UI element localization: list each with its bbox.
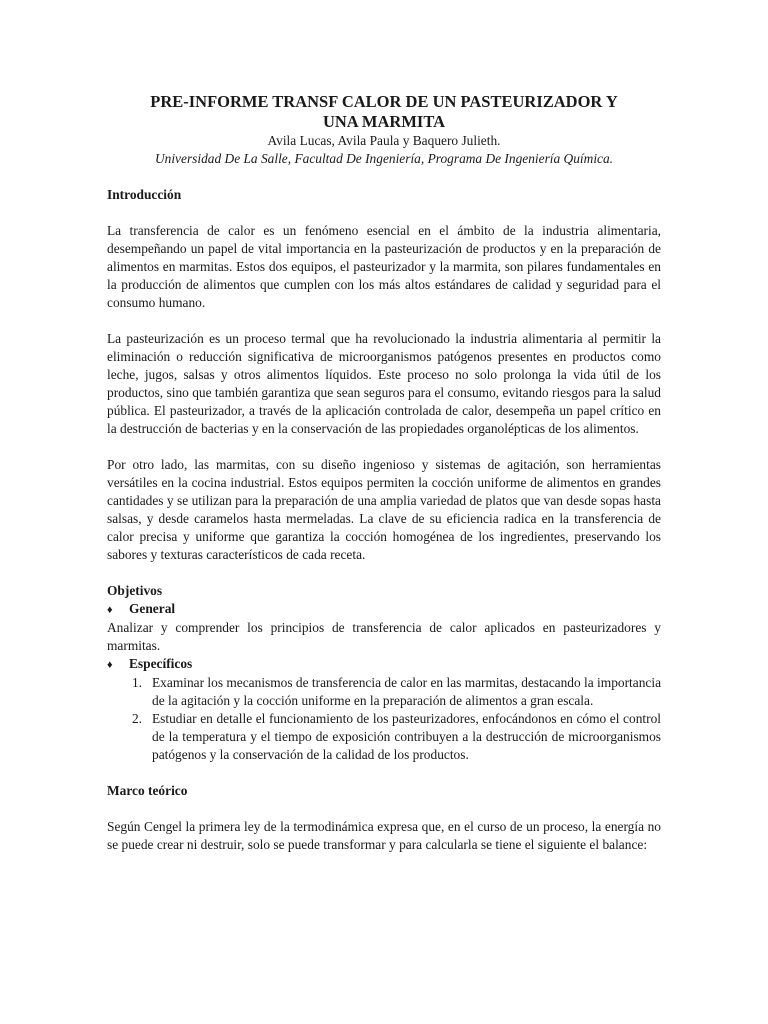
theory-paragraph: Según Cengel la primera ley de la termodinámica expresa que, en el curso de un proceso, la energía no se puede crear ni destruir, solo se puede transformar y para calcularla se tiene el siguiente el balance: [107,819,661,852]
list-item [107,674,661,710]
list-item-text: Examinar los mecanismos de transferencia de calor en las marmitas, destacando la importancia de la agitación y la cocción uniforme en la preparación de alimentos a gran escala. [152,675,662,708]
intro-paragraph-1: La transferencia de calor es un fenómeno esencial en el ámbito de la industria alimentaria, desempeñando un papel de vital importancia en la pasteurización de productos y en la preparación de alimentos en marmitas. Estos dos equipos, el pasteurizador y la marmita, son pilares fundamentales en la producción de alimentos que cumplen con los más altos estándares de calidad y seguridad para el consumo humano. [107,223,661,310]
affiliation: Universidad De La Salle, Facultad De Ingeniería, Programa De Ingeniería Química. [154,151,614,166]
objective-general-bullet [107,600,661,619]
diamond-bullet-icon: ♦ [107,659,113,671]
list-item-number: 2. [131,711,142,726]
document-title: PRE-INFORME TRANSF CALOR DE UN PASTEURIZADOR Y UNA MARMITA [150,92,618,131]
section-heading-marco-teorico: Marco teórico [107,783,188,798]
list-item-text: Estudiar en detalle el funcionamiento de los pasteurizadores, enfocándonos en cómo el control de la temperatura y el tiempo de exposición contribuyen a la destrucción de microorganismos patógenos y la conservación de la calidad de los productos. [152,711,661,762]
author-list: Avila Lucas, Avila Paula y Baquero Julieth. [267,133,501,148]
objective-specific-bullet [107,655,661,674]
diamond-bullet-icon: ♦ [107,604,113,616]
intro-paragraph-2: La pasteurización es un proceso termal que ha revolucionado la industria alimentaria al permitir la eliminación o reducción significativa de microorganismos patógenos presentes en productos como leche, jugos, salsas y otros alimentos líquidos. Este proceso no solo prolonga la vida útil de los productos, sino que también garantiza que sean seguros para el consumo, evitando riesgos para la salud pública. El pasteurizador, a través de la aplicación controlada de calor, desempeña un papel crítico en la destrucción de bacterias y en la conservación de las propiedades organolépticas de los alimentos. [107,331,661,436]
objective-specific-label: Específicos [129,656,193,671]
objective-general-label: General [129,601,176,616]
intro-paragraph-3: Por otro lado, las marmitas, con su diseño ingenioso y sistemas de agitación, son herramientas versátiles en la cocina industrial. Estos equipos permiten la cocción uniforme de alimentos en grandes cantidades y se utilizan para la preparación de una amplia variedad de platos que van desde sopas hasta salsas, y desde caramelos hasta mermeladas. La clave de su eficiencia radica en la transferencia de calor precisa y uniforme que garantiza la cocción homogénea de los ingredientes, preservando los sabores y texturas característicos de cada receta. [107,457,661,562]
objective-general-text: Analizar y comprender los principios de transferencia de calor aplicados en pasteurizadores y marmitas. [107,620,661,653]
section-heading-introduccion: Introducción [107,187,182,202]
list-item-number: 1. [131,675,142,690]
section-heading-objetivos: Objetivos [107,583,163,598]
specific-objectives-list [107,674,661,764]
list-item [107,710,661,764]
